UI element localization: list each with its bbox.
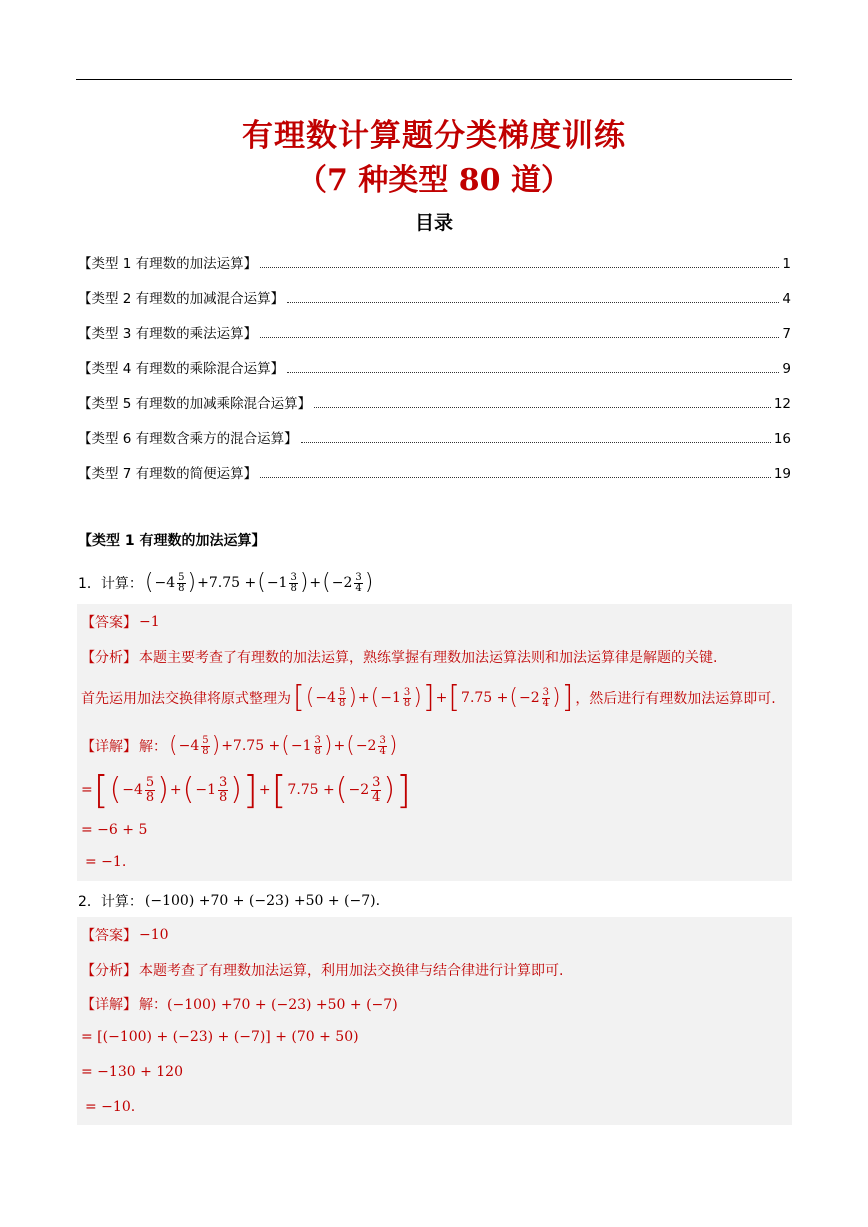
toc-entry-label: 【类型 1 有理数的加法运算】 [78, 256, 258, 272]
answer-value: −1 [139, 614, 160, 630]
solution-box [77, 604, 792, 881]
math-expression: ( −4 $\frac{5}{8}$ ) +7.75 + ( −1 $\frac{3}{8}$ ) + ( −2 $\frac{3}{4}$ ) [144, 570, 374, 595]
answer-line [81, 612, 160, 632]
analysis-text: ，然后进行有理数加法运算即可. [575, 691, 776, 707]
toc-entry-page: 9 [782, 361, 791, 377]
toc-entry[interactable] [78, 252, 791, 287]
toc-entry-label: 【类型 5 有理数的加减乘除混合运算】 [78, 396, 312, 412]
toc-leader-dots [260, 327, 779, 338]
detail-tag: 【详解】 [81, 739, 137, 755]
toc-entry[interactable] [78, 322, 791, 357]
toc-leader-dots [301, 432, 771, 443]
toc-entry-label: 【类型 7 有理数的简便运算】 [78, 466, 258, 482]
toc-entry[interactable] [78, 287, 791, 322]
detail-tag: 【详解】 [81, 997, 137, 1013]
step-line: = −130 + 120 [81, 1064, 183, 1080]
math-expression: 解：(−100) +70 + (−23) +50 + (−7) [139, 997, 398, 1013]
toc-entry-page: 4 [782, 291, 791, 307]
toc-title: 目录 [414, 212, 453, 234]
detail-line [81, 994, 398, 1014]
detail-line: 【详解】 解： ( −4 $\frac{5}{8}$ ) +7.75 + ( −1 $\frac{3}{8}$ ) + ( −2 $\frac{3}{4}$ ) [81, 733, 398, 758]
answer-value: −10 [139, 927, 169, 943]
answer-tag: 【答案】 [81, 928, 137, 944]
toc-entry-label: 【类型 6 有理数含乘方的混合运算】 [78, 431, 298, 447]
section-heading: 【类型 1 有理数的加法运算】 [78, 533, 266, 549]
toc-entry[interactable] [78, 462, 791, 497]
header-rule [76, 79, 792, 80]
step-line: = [(−100) + (−23) + (−7)] + (70 + 50) [81, 1029, 359, 1045]
analysis-line-2 [81, 678, 776, 718]
question-1 [78, 565, 373, 601]
question-2 [78, 888, 380, 914]
math-expression: (−100) +70 + (−23) +50 + (−7). [144, 893, 381, 909]
question-number: 2．计算： [78, 894, 143, 910]
analysis-text: 首先运用加法交换律将原式整理为 [81, 691, 291, 707]
toc-entry-page: 1 [782, 256, 791, 272]
toc-entry-page: 19 [773, 466, 791, 482]
analysis-tag: 【分析】 [81, 650, 137, 666]
step-line: = [ ( −4 $\frac{5}{8}$ ) + ( −1 $\frac{3}{8}$ ) ] + [ 7.75 + ( −2 $\frac{3}{4}$ ) ] [81, 768, 411, 812]
toc-leader-dots [287, 292, 779, 303]
math-expression: ( −4 $\frac{5}{8}$ ) +7.75 + ( −1 $\frac{3}{8}$ ) + ( −2 $\frac{3}{4}$ ) [169, 733, 398, 758]
toc-entry[interactable] [78, 357, 791, 392]
solution-box [77, 917, 792, 1125]
toc-entry-label: 【类型 3 有理数的乘法运算】 [78, 326, 258, 342]
toc-leader-dots [287, 362, 779, 373]
toc-entry-label: 【类型 4 有理数的乘除混合运算】 [78, 361, 285, 377]
page-subtitle: （7 种类型 80 道） [297, 163, 571, 198]
analysis-text: 本题考查了有理数加法运算，利用加法交换律与结合律进行计算即可. [139, 963, 564, 979]
question-number: 1．计算： [78, 576, 143, 592]
toc-entry-page: 16 [773, 431, 791, 447]
page-title: 有理数计算题分类梯度训练 [242, 118, 626, 154]
step-line: = −1. [85, 854, 127, 870]
analysis-line [81, 960, 563, 980]
analysis-text: 本题主要考查了有理数的加法运算，熟练掌握有理数加法运算法则和加法运算律是解题的关键. [139, 650, 718, 666]
toc-leader-dots [314, 397, 771, 408]
toc-entry-label: 【类型 2 有理数的加减混合运算】 [78, 291, 285, 307]
analysis-line [81, 647, 717, 667]
math-expression: [ ( −4 $\frac{5}{8}$ ) + ( −1 $\frac{3}{8}$ ) ] + [ 7.75 + ( −2 $\frac{3}{4}$ ) ] [293, 680, 574, 715]
toc-leader-dots [260, 257, 779, 268]
step-line: = −6 + 5 [81, 822, 148, 838]
toc-entry-page: 12 [773, 396, 791, 412]
analysis-tag: 【分析】 [81, 963, 137, 979]
table-of-contents [78, 252, 791, 497]
toc-entry[interactable] [78, 427, 791, 462]
answer-line [81, 925, 169, 945]
answer-tag: 【答案】 [81, 615, 137, 631]
step-line: = −10. [85, 1099, 136, 1115]
toc-entry[interactable] [78, 392, 791, 427]
toc-leader-dots [260, 467, 771, 478]
toc-entry-page: 7 [782, 326, 791, 342]
